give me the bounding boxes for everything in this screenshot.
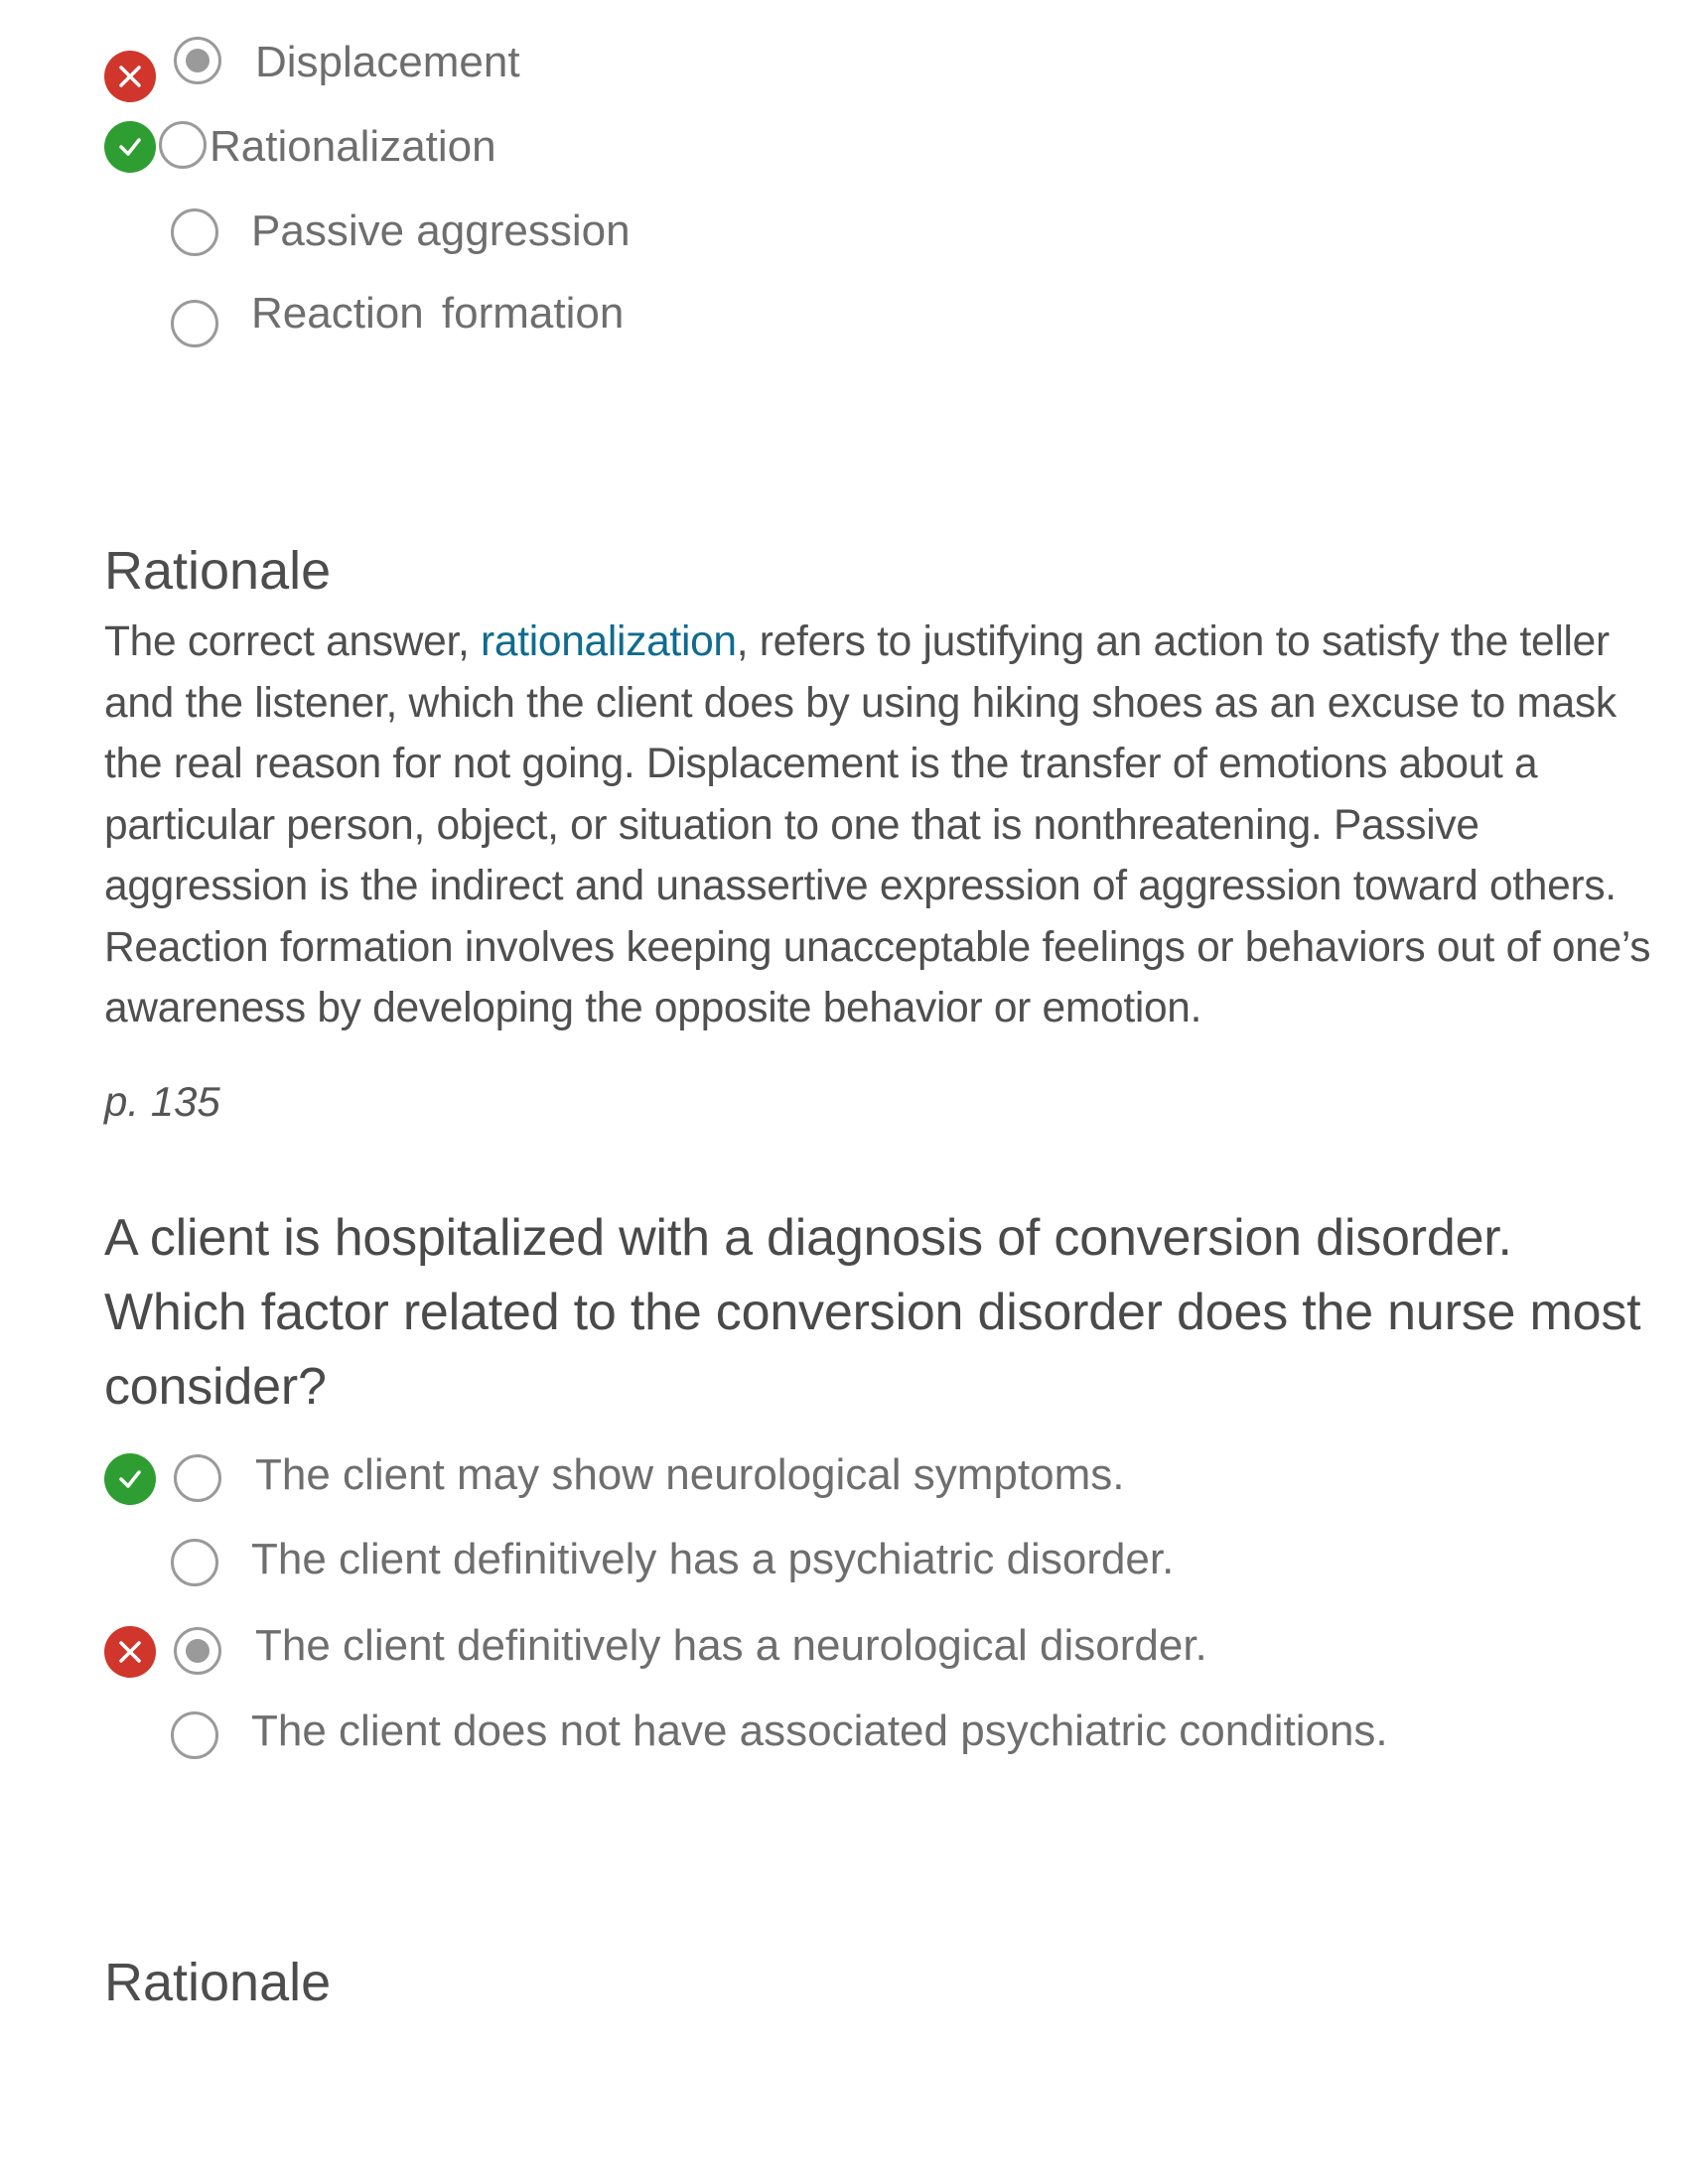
incorrect-x-icon bbox=[104, 51, 156, 102]
page-reference: p. 135 bbox=[104, 1078, 220, 1125]
option-psychiatric-disorder[interactable] bbox=[0, 1526, 1589, 1605]
radio-button[interactable] bbox=[174, 1454, 221, 1502]
radio-button[interactable] bbox=[171, 1539, 218, 1586]
question-prompt: A client is hospitalized with a diagnosis of conversion disorder. Which factor related to the conversion disorder does the nurse most consider? bbox=[104, 1209, 1641, 1416]
option-reaction-formation[interactable] bbox=[0, 287, 1589, 366]
option-label: Displacement bbox=[255, 38, 520, 86]
rationale-text-start: The correct answer, bbox=[104, 618, 482, 665]
correct-check-icon bbox=[104, 121, 156, 173]
radio-button[interactable] bbox=[171, 1711, 218, 1759]
radio-button[interactable] bbox=[174, 37, 221, 84]
rationale-heading: Rationale bbox=[104, 1953, 332, 2012]
option-displacement[interactable] bbox=[0, 35, 1589, 114]
radio-button[interactable] bbox=[174, 1627, 221, 1675]
rationale-text-rest: , refers to justifying an action to satisfy the teller and the listener, which the client does by using hiking shoes as an excuse to mask the real reason for not going. Displacement is the transfer of emotions about a particular person, object, or situation to one that is nonthreatening. Passive aggression is the indirect and unassertive expression of aggression toward others. Reaction formation involves keeping unacceptable feelings or behaviors out of one’s awareness by developing the opposite behavior or emotion. bbox=[104, 618, 1651, 1031]
radio-button[interactable] bbox=[171, 208, 218, 256]
option-label: The client may show neurological symptoms. bbox=[255, 1450, 1125, 1499]
option-label: The client does not have associated psychiatric conditions. bbox=[251, 1706, 1388, 1755]
correct-check-icon bbox=[104, 1453, 156, 1505]
option-neurological-symptoms[interactable] bbox=[0, 1439, 1589, 1519]
option-label: Rationalization bbox=[210, 122, 496, 171]
rationalization-link[interactable]: rationalization bbox=[481, 618, 737, 665]
rationale-text bbox=[104, 612, 1653, 1039]
option-no-psychiatric-conditions[interactable] bbox=[0, 1698, 1589, 1777]
option-label: The client definitively has a neurological disorder. bbox=[255, 1621, 1207, 1670]
option-passive-aggression[interactable] bbox=[0, 204, 1589, 283]
radio-button[interactable] bbox=[171, 300, 218, 347]
option-neurological-disorder[interactable] bbox=[0, 1612, 1589, 1692]
option-label: The client definitively has a psychiatric disorder. bbox=[251, 1535, 1175, 1583]
radio-button[interactable] bbox=[159, 121, 207, 169]
incorrect-x-icon bbox=[104, 1626, 156, 1678]
option-rationalization[interactable] bbox=[0, 119, 1589, 199]
option-label: Passive aggression bbox=[251, 206, 631, 255]
rationale-heading: Rationale bbox=[104, 541, 332, 601]
option-label: Reaction formation bbox=[251, 289, 625, 338]
